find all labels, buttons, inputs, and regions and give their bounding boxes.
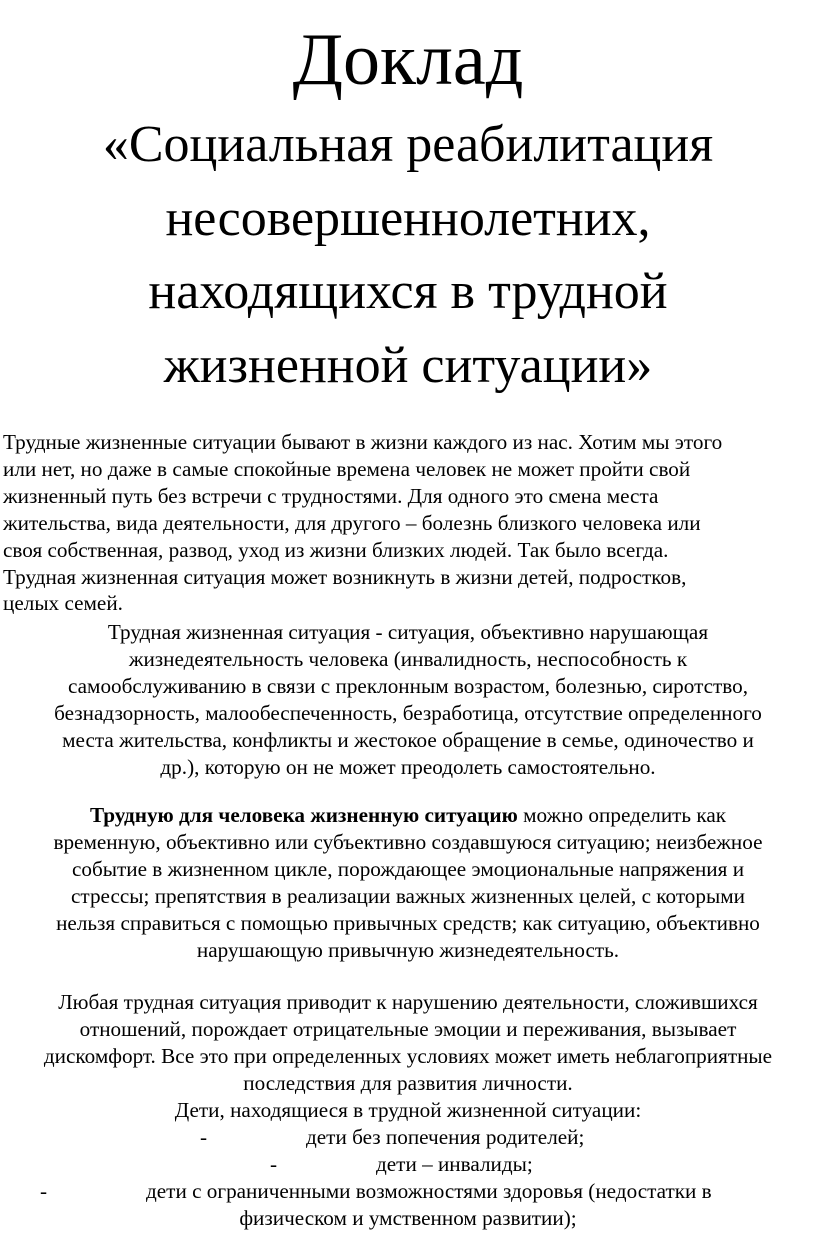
list-item <box>0 1151 816 1178</box>
children-list <box>0 1124 816 1232</box>
text-line: Трудные жизненные ситуации бывают в жизни каждого из нас. Хотим мы этого <box>3 430 723 454</box>
text-line: др.), которую он не может преодолеть самостоятельно. <box>160 754 656 779</box>
paragraph-consequences <box>0 989 816 1124</box>
bold-term: Трудную для человека жизненную ситуацию <box>89 803 518 827</box>
text-line: Любая трудная ситуация приводит к нарушению деятельности, сложившихся <box>58 990 758 1014</box>
text-line: событие в жизненном цикле, порождающее эмоциональные напряжения и <box>71 856 745 881</box>
list-item-continuation: физическом и умственном развитии); <box>239 1205 577 1230</box>
text-line <box>0 802 816 829</box>
list-marker: - <box>200 1125 208 1149</box>
text-line: самообслуживанию в связи с преклонным возрастом, болезнью, сиротство, <box>67 673 749 698</box>
text-line: жизнедеятельность человека (инвалидность, неспособность к <box>128 646 688 671</box>
text-line: временную, объективно или субъективно создавшуюся ситуацию; неизбежное <box>53 829 763 854</box>
text-line: последствия для развития личности. <box>243 1070 573 1095</box>
subtitle-line: несовершеннолетних, <box>165 189 651 247</box>
text-fragment: можно определить как <box>517 803 727 827</box>
list-item-text: дети без попечения родителей; <box>306 1125 585 1149</box>
paragraph-intro <box>3 429 816 617</box>
text-line: стрессы; препятствия в реализации важных жизненных целей, с которыми <box>71 883 745 908</box>
text-line: Трудная жизненная ситуация - ситуация, объективно нарушающая <box>107 620 709 644</box>
paragraph-difficult-situation <box>0 802 816 963</box>
text-line: безнадзорность, малообеспеченность, безработица, отсутствие определенного <box>54 700 762 725</box>
list-marker: - <box>40 1178 48 1203</box>
subtitle-line: жизненной ситуации» <box>163 336 653 394</box>
list-item-text: дети с ограниченными возможностями здоровья (недостатки в <box>146 1178 712 1203</box>
text-line: целых семей. <box>3 591 123 616</box>
text-line: Трудная жизненная ситуация может возникнуть в жизни детей, подростков, <box>3 564 687 589</box>
text-line: нарушающую привычную жизнедеятельность. <box>196 937 620 962</box>
text-line: места жительства, конфликты и жестокое обращение в семье, одиночество и <box>62 727 754 752</box>
paragraph-definition <box>0 619 816 780</box>
list-marker: - <box>270 1151 278 1176</box>
text-line: жительства, вида деятельности, для другого – болезнь близкого человека или <box>3 510 701 535</box>
text-line: нельзя справиться с помощью привычных средств; как ситуацию, объективно <box>56 910 760 935</box>
children-heading: Дети, находящиеся в трудной жизненной ситуации: <box>174 1097 642 1122</box>
subtitle-line: находящихся в трудной <box>148 263 668 320</box>
list-item <box>0 1178 816 1205</box>
list-item-text: дети – инвалиды; <box>376 1151 533 1176</box>
document-title: Доклад <box>292 19 524 101</box>
list-item <box>0 1124 816 1151</box>
text-line: или нет, но даже в самые спокойные времена человек не может пройти свой <box>3 456 691 481</box>
text-line: своя собственная, развод, уход из жизни близких людей. Так было всегда. <box>3 537 669 562</box>
text-line: отношений, порождает отрицательные эмоции и переживания, вызывает <box>79 1016 737 1041</box>
text-line: жизненный путь без встречи с трудностями. Для одного это смена места <box>3 483 659 508</box>
document-subtitle <box>0 108 816 402</box>
text-line: дискомфорт. Все это при определенных условиях может иметь неблагоприятные <box>43 1043 773 1068</box>
subtitle-line: «Социальная реабилитация <box>102 116 714 173</box>
